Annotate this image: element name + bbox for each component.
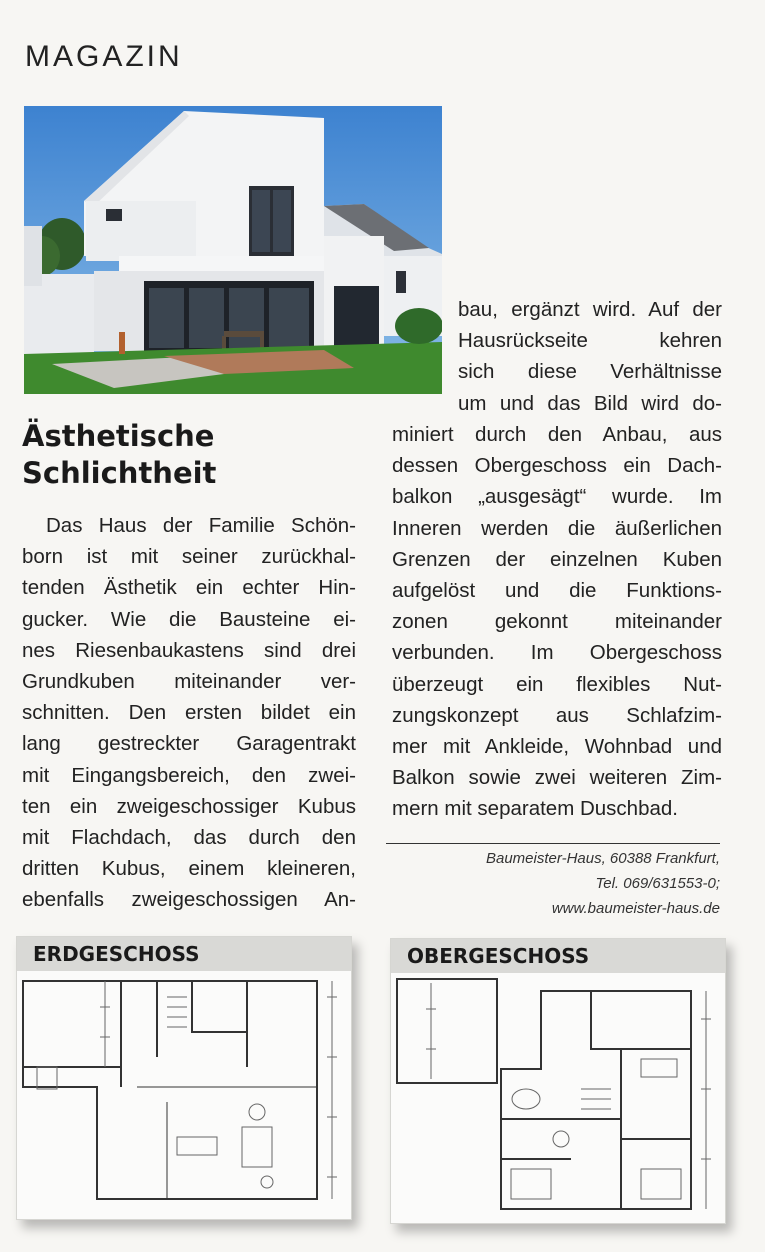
text-line: überzeugt ein flexibles Nut- <box>392 672 722 696</box>
floor-plan-ground-drawing <box>17 937 351 1219</box>
contact-info <box>392 846 720 921</box>
text-line: mern mit separatem Duschbad. <box>392 797 678 821</box>
article-body-left <box>22 510 356 916</box>
house-photo <box>24 106 442 394</box>
floor-plan-upper-title: OBERGESCHOSS <box>391 939 725 973</box>
text-line: bau, ergänzt wird. Auf der <box>458 298 722 321</box>
text-line: aufgelöst und die Funktions- <box>392 579 722 603</box>
text-line: mer mit Ankleide, Wohnbad und <box>392 735 722 759</box>
headline-line-2: Schlichtheit <box>22 456 217 490</box>
floor-plan-ground <box>16 936 352 1220</box>
text-line: ebenfalls zweigeschossigen An- <box>22 888 356 912</box>
text-line: zonen gekonnt miteinander <box>392 610 722 634</box>
text-line: Hausrückseite kehren <box>458 329 722 353</box>
text-line: mit Flachdach, das durch den <box>22 826 356 850</box>
text-line: schnitten. Den ersten bildet ein <box>22 701 356 725</box>
text-line: mit Eingangsbereich, den zwei- <box>22 763 356 787</box>
text-line: balkon „ausgesägt“ wurde. Im <box>392 485 722 509</box>
text-line: Balkon sowie zwei weiteren Zim- <box>392 766 722 790</box>
text-line: verbunden. Im Obergeschoss <box>392 641 722 665</box>
contact-website: www.baumeister-haus.de <box>551 900 720 917</box>
text-line: gucker. Wie die Bausteine ei- <box>22 607 356 631</box>
text-line: Das Haus der Familie Schön- <box>46 514 356 537</box>
text-line: nes Riesenbaukastens sind drei <box>22 638 356 662</box>
contact-address: Baumeister-Haus, 60388 Frankfurt, <box>485 850 720 867</box>
text-line: dritten Kubus, einem kleineren, <box>22 857 356 881</box>
divider <box>386 843 720 844</box>
floor-plan-ground-title: ERDGESCHOSS <box>17 937 351 971</box>
article-body-right <box>392 419 722 825</box>
section-label: MAGAZIN <box>25 40 183 73</box>
text-line: miniert durch den Anbau, aus <box>392 423 722 446</box>
text-line: Grundkuben miteinander ver- <box>22 670 356 694</box>
text-line: um und das Bild wird do- <box>458 391 722 415</box>
text-line: ten ein zweigeschossiger Kubus <box>22 794 356 818</box>
text-line: zungskonzept aus Schlafzim- <box>392 703 722 727</box>
headline-line-1: Ästhetische <box>22 419 215 453</box>
text-line: dessen Obergeschoss ein Dach- <box>392 454 722 478</box>
article-body-right-top <box>458 294 722 419</box>
floor-plan-upper-drawing <box>391 939 725 1223</box>
text-line: sich diese Verhältnisse <box>458 360 722 384</box>
floor-plan-upper <box>390 938 726 1224</box>
text-line: born ist mit seiner zurückhal- <box>22 545 356 569</box>
contact-phone: Tel. 069/631553-0; <box>595 875 720 892</box>
text-line: lang gestreckter Garagentrakt <box>22 732 356 756</box>
headline <box>22 418 322 492</box>
text-line: Grenzen der einzelnen Kuben <box>392 547 722 571</box>
text-line: Inneren werden die äußerlichen <box>392 516 722 540</box>
text-line: tenden Ästhetik ein echter Hin- <box>22 576 356 600</box>
